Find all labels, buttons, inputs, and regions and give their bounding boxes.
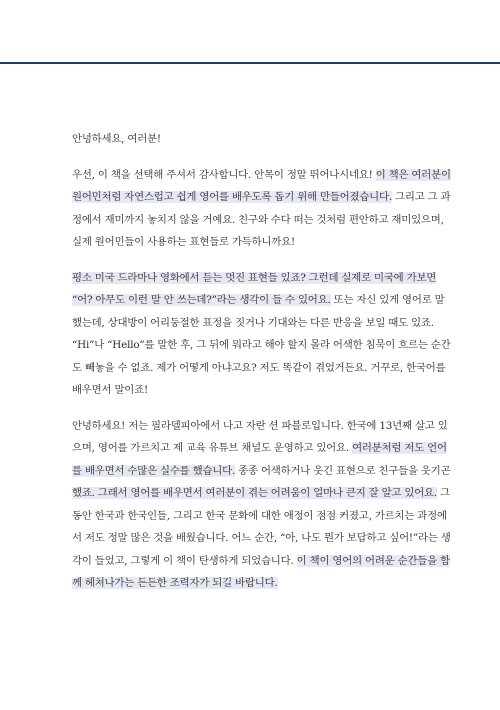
text-line xyxy=(72,379,432,402)
text-segment: 했는데, 상대방이 어리둥절한 표정을 짓거나 기대와는 다른 반응을 보일 때도 있죠. xyxy=(72,316,434,329)
text-segment: 으며, 영어를 가르치고 제 교육 유튜브 채널도 운영하고 있어요. xyxy=(72,442,353,454)
text-line xyxy=(72,572,432,595)
text-line xyxy=(72,289,445,312)
highlighted-text: 여러분처럼 저도 언어 xyxy=(352,442,447,454)
text-segment: 도 빼놓을 수 없죠. 제가 어떻게 아냐고요? 저도 똑같이 겪었거든요. 거꾸로, 한국어를 xyxy=(72,361,446,374)
page-body xyxy=(72,128,451,608)
text-line xyxy=(72,231,432,254)
text-segment: 우선, 이 책을 선택해 주셔서 감사합니다. 안목이 정말 뛰어나시네요! xyxy=(72,168,376,181)
text-segment: 동안 한국과 한국인들, 그리고 한국 문화에 대한 애정이 점점 커졌고, 가르치는 과정에 xyxy=(72,509,447,522)
text-segment: 서 저도 정말 많은 것을 배웠습니다. 어느 순간, “아, 나도 뭔가 보답하고 싶어!”라는 생 xyxy=(72,532,451,544)
highlighted-text: “어? 아무도 이런 말 안 쓰는데?”라는 생각이 들 수 있어요. xyxy=(72,294,331,306)
text-segment: 그리고 그 과 xyxy=(391,191,451,203)
text-segment: 정에서 재미까지 놓치지 않을 거예요. 친구와 수다 떠는 것처럼 편안하고 재미있으며, xyxy=(72,213,444,226)
text-line xyxy=(72,186,451,209)
text-segment: 실제 원어민들이 사용하는 표현들로 가득하니까요! xyxy=(72,236,295,248)
text-segment: 안녕하세요! 저는 필라델피아에서 나고 자란 션 파블로입니다. 한국에 13년째 살고 있 xyxy=(72,419,448,432)
text-line xyxy=(72,312,432,335)
paragraph xyxy=(72,267,451,402)
text-segment: 종종 어색하거나 웃긴 표현으로 친구들을 웃기곤 xyxy=(235,464,451,477)
text-segment: “Hi”나 “Hello”를 말한 후, 그 뒤에 뭐라고 해야 할지 몰라 어색한 침묵이 흐르는 순간 xyxy=(72,339,451,351)
highlighted-text: 했죠. 그래서 영어를 배우면서 여러분이 겪는 어려움이 얼마나 큰지 잘 알고 있어요. xyxy=(72,487,437,499)
text-segment: 또는 자신 있게 영어로 말 xyxy=(330,294,445,306)
text-line xyxy=(72,267,437,290)
highlighted-text: 께 헤쳐나가는 든든한 조력자가 되길 바랍니다. xyxy=(72,577,278,589)
text-line xyxy=(72,505,447,528)
highlighted-text: 를 배우면서 수많은 실수를 했습니다. xyxy=(72,464,236,477)
text-line xyxy=(72,460,451,483)
text-segment: 그 xyxy=(436,487,450,499)
text-line xyxy=(72,415,448,438)
text-line xyxy=(72,209,444,232)
highlighted-text: 원어민처럼 자연스럽고 쉽게 영어를 배우도록 돕기 위해 만들어졌습니다. xyxy=(72,191,392,203)
text-line xyxy=(72,550,450,573)
highlighted-text: 이 책이 영어의 어려운 순간들을 함 xyxy=(296,554,450,567)
paragraph xyxy=(72,164,451,254)
highlighted-text: 평소 미국 드라마나 영화에서 듣는 멋진 표현들 있죠? 그런데 실제로 미국에 가보면 xyxy=(72,271,437,284)
paragraph xyxy=(72,415,451,595)
text-line xyxy=(72,164,451,187)
text-line xyxy=(72,334,451,357)
text-line xyxy=(72,437,447,460)
text-line xyxy=(72,527,451,550)
paragraphs xyxy=(72,164,451,595)
text-line xyxy=(72,482,450,505)
highlighted-text: 이 책은 여러분이 xyxy=(375,168,451,181)
header-rule xyxy=(0,62,500,64)
greeting: 안녕하세요, 여러분! xyxy=(72,133,161,145)
text-line xyxy=(72,357,446,380)
text-segment: 배우면서 말이죠! xyxy=(72,384,148,396)
text-segment: 각이 들었고, 그렇게 이 책이 탄생하게 되었습니다. xyxy=(72,554,297,567)
